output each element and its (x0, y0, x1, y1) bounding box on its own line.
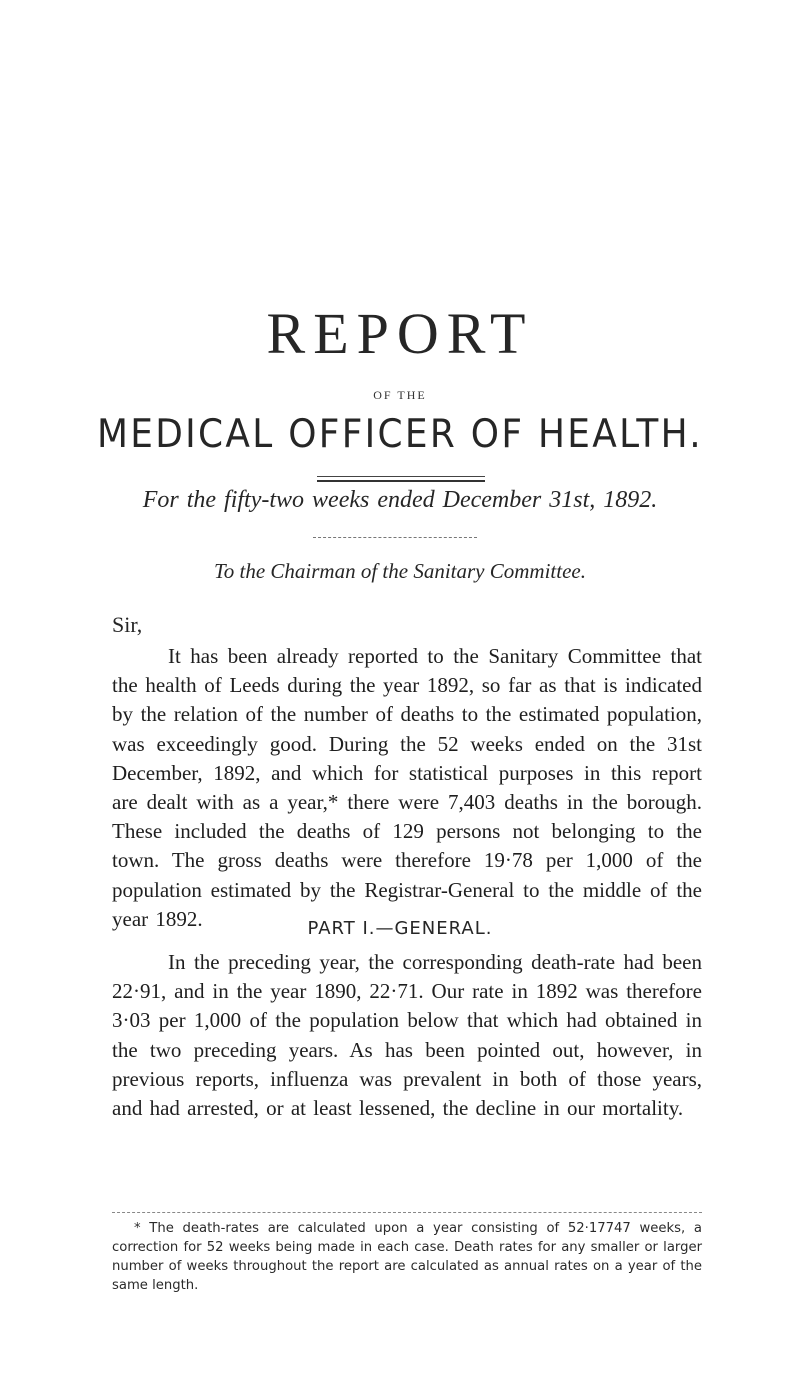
part-heading: PART I.—GENERAL. (307, 918, 493, 939)
paragraph-general: In the preceding year, the corresponding death-rate had been 22·91, and in the year 1890, 22·71. Our rate in 1892 was therefore 3·03 per 1,000 of the population below that which had obtained in the two preceding years. As has been pointed out, however, in previous reports, influenza was prevalent in both of those years, and had arrested, or at least lessened, the decline in our mortality. (112, 950, 702, 1121)
footnote: * The death-rates are calculated upon a year consisting of 52·17747 weeks, a correction for 52 weeks being made in each case. Death rates for any smaller or larger number of weeks throughout the report are calculated as annual rates on a year of the same length. (112, 1221, 702, 1293)
of-the-label: OF THE (373, 388, 427, 402)
title-rule-thin (317, 476, 485, 477)
report-title: REPORT (266, 301, 534, 366)
subtitle-rule (313, 537, 477, 538)
paragraph-intro: It has been already reported to the Sanitary Committee that the health of Leeds during the year 1892, so far as that is indicated by the relation of the number of deaths to the estimated population, was exceedingly good. During the 52 weeks ended on the 31st December, 1892, and which for statistical purposes in this report are dealt with as a year,* there were 7,403 deaths in the borough. These included the deaths of 129 persons not belonging to the town. The gross deaths were therefore 19·78 per 1,000 of the population estimated by the Registrar-General to the middle of the year 1892. (112, 644, 702, 931)
report-subtitle: For the fifty-two weeks ended December 31st, 1892. (142, 487, 658, 513)
footnote-rule (112, 1212, 702, 1213)
title-rule-thick (317, 480, 485, 482)
salutation: Sir, (112, 612, 143, 637)
officer-title: MEDICAL OFFICER OF HEALTH. (97, 412, 703, 457)
address-line: To the Chairman of the Sanitary Committee. (214, 559, 586, 583)
